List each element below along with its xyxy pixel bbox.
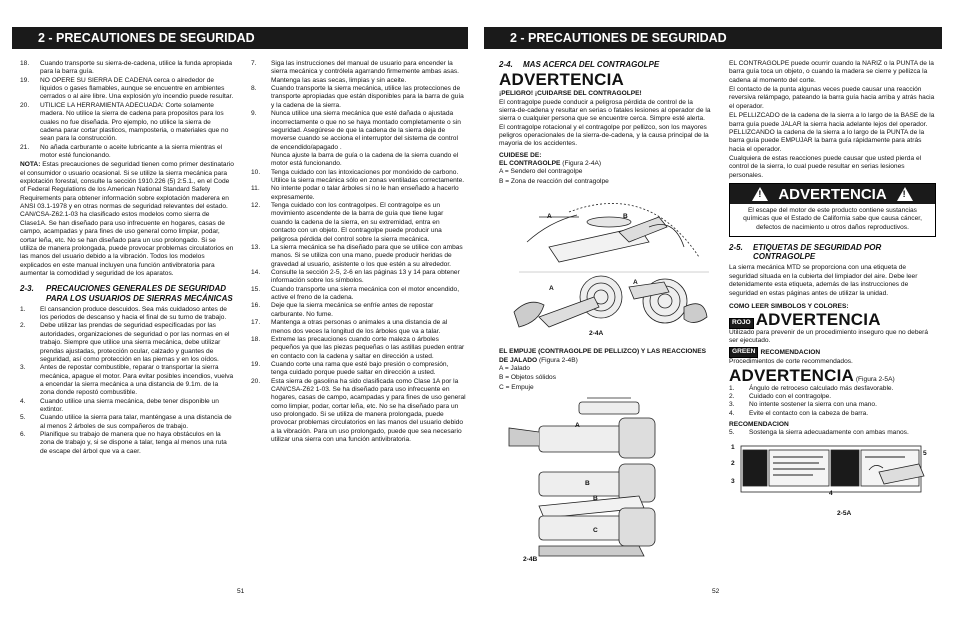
cuidese-label: CUIDESE DE: <box>499 151 542 159</box>
item-text: Cuando transporte una sierra mecánica con el motor encendido, active el freno de la cadena. <box>271 285 460 302</box>
fig-2-4a-label-b: B <box>623 213 628 221</box>
item-number: 21. <box>20 143 30 151</box>
general-precaution-item <box>251 286 466 303</box>
fig-2-5a-num-5: 5 <box>923 449 927 457</box>
item-number: 3. <box>20 364 26 372</box>
general-precaution-item <box>251 169 466 186</box>
page-number-right: 52 <box>712 588 720 595</box>
general-precaution-item <box>251 60 466 85</box>
fig-2-4b-label-b2: B <box>593 494 598 502</box>
recomendacion-heading: RECOMENDACION <box>729 420 789 428</box>
item-text: Tenga cuidado con las intoxicaciones por monóxido de carbono. Utilice la sierra mecánica sólo en zonas ventiladas correctamente. <box>271 168 465 185</box>
item-text: No intente podar o talar árboles si no le han enseñado a hacerlo expresamente. <box>271 185 459 201</box>
item-number: 20. <box>20 101 30 109</box>
fig-2-5a-num-1: 1 <box>731 443 735 451</box>
general-precaution-item <box>251 336 466 361</box>
page-number-left: 51 <box>237 588 245 595</box>
kickback-paragraph: El contacto de la punta algunas veces puede causar una reacción reversiva relámpago, pateando la barra guía hacia arriba y atrás hacia el operador. <box>729 86 935 110</box>
legend-line: A = Jalado <box>499 364 530 372</box>
rojo-tag: ROJO <box>729 318 754 328</box>
right-col-2 <box>729 60 936 522</box>
section-2-4-heading: 2-4. MAS ACERCA DEL CONTRAGOLPE <box>499 60 660 69</box>
general-precaution-item <box>251 85 466 110</box>
warning-triangle-icon: ! <box>752 187 768 201</box>
item-text: Tenga cuidado con los contragolpes. El contragolpe es un movimiento ascendente de la barra de guía que tiene lugar cuando la cadena de la sierra, en su extremidad, entra en contacto con un objeto. El contragolpe puede producir una peligrosa pérdida del control sobre la sierra mecánica. <box>271 202 444 243</box>
fig-2-4b-label-a: A <box>575 421 580 429</box>
advertencia-item <box>729 393 936 401</box>
green-label: RECOMENDACION <box>760 349 821 357</box>
item-number: 11. <box>251 185 260 193</box>
section-2-5-heading: 2-5. ETIQUETAS DE SEGURIDAD POR CONTRAGOLPE <box>729 243 882 262</box>
rojo-advertencia: ADVERTENCIA <box>755 310 881 330</box>
item-text: Extreme las precauciones cuando corte maleza o árboles pequeños ya que las piezas pequeñas o las astillas pueden entrar en contacto con la cadena y saltar en dirección a usted. <box>271 335 465 360</box>
cuidese-subline: EL CONTRAGOLPE (Figura 2-4A) <box>499 160 602 168</box>
fig-2-5a-num-2: 2 <box>731 459 735 467</box>
item-text: No intente sostener la sierra con una mano. <box>749 401 877 409</box>
item-text: Cuando transporte la sierra mecánica, utilice las protecciones de transporte apropiadas que están disponibles para la barra de guía y la cadena de la sierra. <box>271 85 464 109</box>
item-text: Planifique su trabajo de manera que no haya obstáculos en la zona de trabajo y, si se dispone a talar, tenga al menos una ruta de escape del árbol que va a caer. <box>40 431 227 455</box>
right-page-banner: 2 - PRECAUTIONES DE SEGURIDAD <box>484 27 942 49</box>
item-text: NO OPERE SU SIERRA DE CADENA cerca o alrededor de liquidos o gases flamables, aunque se encuentre en ambientes cerrados o al aire libre. Una explosión y/o incendio puede resultar. <box>40 76 234 101</box>
advertencia-item <box>729 401 936 409</box>
item-number: 3. <box>729 401 735 409</box>
warning-triangle-icon: ! <box>897 187 913 201</box>
kickback-illustration <box>499 187 711 342</box>
contragolpe-text: El contragolpe puede conducir a peligrosa pérdida de control de la sierra-de-cadena y resultar en serias o fatales lesiones al operador de la sierra o cualquier persona que se encuentre cerca. Simpre esté alerta. El contragolpe rotacional y el contragolpe por pellizco, son los mayores peligros operacionales de la sierra-de-cadena, y la causa principal de la mayoria de los accidentes. <box>499 98 711 148</box>
item-number: 7. <box>251 60 257 67</box>
figure-2-4a <box>499 187 711 342</box>
item-number: 20. <box>251 377 261 385</box>
fig-2-4a-label-a-left: A <box>549 285 554 293</box>
green-tag: GREEN <box>729 347 758 357</box>
item-number: 5. <box>729 429 735 437</box>
item-text: Cuando transporte su sierra-de-cadena, utilice la funda apropiada para la barra guía. <box>40 60 233 76</box>
green-text: Procedimientos de corte recommendados. <box>729 357 853 365</box>
como-leer-heading: COMO LEER SIMBOLOS Y COLORES: <box>729 302 849 310</box>
safety-label-illustration <box>729 442 936 522</box>
legend-line: B = Objetos sólidos <box>499 374 556 382</box>
item-number: 10. <box>251 168 261 176</box>
general-precaution-item <box>251 244 466 269</box>
advertencia-item <box>729 410 936 418</box>
item-number: 4. <box>20 397 26 405</box>
item-text: UTILICE LA HERRAMIENTA ADECUADA: Corte solamente madera. No utilice la sierra de cadena para propositos para los cuales no fue diseñada. Pro ejemplo, no utilice la sierra de cadena parar cortar plasticos, mamposteria, o materiales que no sean para la construcción. <box>40 101 229 143</box>
section-2-3-heading: 2-3. PRECAUCIONES GENERALES DE SEGURIDAD PARA LOS USUARIOS DE SIERRAS MECÁNICAS <box>20 284 233 303</box>
general-precaution-item <box>251 152 466 169</box>
general-precaution-item <box>20 398 234 415</box>
advertencia-fig-row: ADVERTENCIA (Figura 2-5A) <box>729 366 895 386</box>
item-text: Nunca utilice una sierra mecánica que esté dañada o ajustada incorrectamente o que no se haya montado completamente o sin seguridad. Asegúrese de que la cadena de la sierra deja de moverse cuando se acciona el interruptor del sistema de control de encendido/apagado . <box>271 110 461 151</box>
left-page-banner: 2 - PRECAUTIONES DE SEGURIDAD <box>12 27 468 49</box>
precaution-item <box>20 102 234 144</box>
precaution-item <box>20 60 234 77</box>
item-number: 19. <box>20 76 30 84</box>
warning-box-title: ADVERTENCIA <box>778 185 887 203</box>
left-col-1 <box>20 60 234 456</box>
item-number: 4. <box>729 409 735 417</box>
kickback-paragraph: EL PELLIZCADO de la cadena de la sierra a lo largo de la BASE de la barra guía puede JALAR la sierra hacia adelante lejos del operador. PELLIZCANDO la cadena de la sierra a lo largo de la PUNTA de la barra guía puede EMPUJAR la barra guía rápidamente para atrás hacia el operador. <box>729 112 935 153</box>
item-number: 18. <box>251 335 261 343</box>
figure-2-5a <box>729 442 936 522</box>
item-number <box>251 152 271 169</box>
item-text: Cuando utilice la sierra para talar, manténgase a una distancia de al menos 2 árboles de sus compañeros de trabajo. <box>40 414 232 430</box>
item-text: Antes de repostar combustible, reparar o transportar la sierra mecánica, apague el motor. Para evitar posibles incendios, vuelva a encendar la sierra mecánica a una distancia de 9.1m. de la zona donde repostó combustible. <box>40 364 234 397</box>
fig-2-5a-caption: 2-5A <box>837 509 852 517</box>
item-number: 12. <box>251 202 261 210</box>
item-number: 2. <box>20 322 26 330</box>
california-warning-box <box>729 183 936 237</box>
item-number: 13. <box>251 243 261 251</box>
item-text: Consulte la sección 2-5, 2-6 en las páginas 13 y 14 para obtener información sobre los símbolos. <box>271 268 460 285</box>
item-text: Esta sierra de gasolina ha sido clasificada como Clase 1A por la CAN/CSA-Z62 1-03. Se ha diseñado para uso infrecuente en hogares, casas de campo, acampadas y para fines de uso general como limpiar, podar, cortar leña, etc. No se ha diseñado para un uso prolongado. Si se utiliza de manera prolongada, puede provocar problemas circulatorios en las manos del usuario debido a la vibración. Para un uso prolongado, puede que sea necesario utilizar una sierra con una función antivibratoria. <box>271 377 466 444</box>
item-text: Nunca ajuste la barra de guía o la cadena de la sierra cuando el motor está funcionando. <box>271 151 459 168</box>
advertencia-heading: ADVERTENCIA <box>499 70 624 90</box>
general-precaution-item <box>251 110 466 152</box>
general-precaution-item <box>251 319 466 336</box>
item-text: Ángulo de retroceso calculado más desfavorable. <box>749 384 894 392</box>
general-precaution-item <box>20 364 234 397</box>
precaution-item <box>20 144 234 161</box>
item-number: 9. <box>251 110 257 118</box>
general-precaution-item <box>251 185 466 202</box>
right-col-1 <box>499 60 711 566</box>
warning-box-header <box>730 184 935 204</box>
item-number: 14. <box>251 268 261 276</box>
item-number: 18. <box>20 60 30 67</box>
kickback-paragraph: Cualquiera de estas reacciones puede causar que usted pierda el control de la sierra, lo cual puede resultar en serias lesiones personales. <box>729 154 922 179</box>
item-text: Sostenga la sierra adecuadamente con ambas manos. <box>749 429 909 437</box>
pinch-reaction-illustration <box>499 396 711 566</box>
item-number: 6. <box>20 431 26 439</box>
general-precaution-item <box>251 269 466 286</box>
legend-line: C = Empuje <box>499 383 534 391</box>
rojo-text: Utilizado para prevenir de un procedimiento inseguro que no deberá ser ejecutado. <box>729 328 929 345</box>
kickback-paragraph: EL CONTRAGOLPE puede ocurrir cuando la NARIZ o la PUNTA de la barra guía toca un objeto, o cuando la madera se cierre y pellizca la cadena al momento del corte. <box>729 60 934 84</box>
general-precaution-item <box>251 361 466 378</box>
peligro-line: ¡PELIGRO! ¡CUIDARSE DEL CONTRAGOLPE! <box>499 90 642 98</box>
general-precaution-item <box>251 302 466 319</box>
item-number: 16. <box>251 302 261 310</box>
item-text: Evite el contacto con la cabeza de barra. <box>749 409 869 417</box>
item-text: Cuando corte una rama que esté bajo presión o compresión, tenga cuidado porque puede saltar en dirección a usted. <box>271 360 449 377</box>
item-text: Cuando utilice una sierra mecánica, debe tener disponible un extintor. <box>40 397 219 414</box>
general-precaution-item <box>20 431 234 456</box>
item-text: La sierra mecánica se ha diseñado para que se utilice con ambas manos. Si se utiliza con una mano, puede producir heridas de gravedad al usuario, asistente o los que estén a su alrededor. <box>271 243 463 268</box>
item-number: 15. <box>251 285 261 293</box>
fig-2-4b-label-c: C <box>593 526 598 534</box>
item-number: 5. <box>20 414 26 422</box>
general-precaution-item <box>20 322 234 364</box>
general-precaution-item <box>251 202 466 244</box>
item-number: 1. <box>729 384 735 392</box>
general-precaution-item <box>20 414 234 431</box>
nota-paragraph <box>20 161 234 278</box>
left-col-2 <box>251 60 466 445</box>
item-text: El cansancion produce descuidos. Sea más cuidadoso antes de los periodos de descanso y hacia el final de su turno de trabajo. <box>40 305 227 322</box>
item-number: 17. <box>251 319 261 327</box>
empuje-heading: EL EMPUJE (CONTRAGOLPE DE PELLIZCO) Y LAS REACCIONES DE JALADO (Figura 2-4B) <box>499 348 706 364</box>
fig-2-4a-label-a-top: A <box>547 213 552 221</box>
recomendacion-item <box>729 429 936 437</box>
general-precaution-item <box>20 306 234 323</box>
item-text: Siga las instrucciones del manual de usuario para encender la sierra mecánica y contrólela agarrando firmemente ambas asas. Mantenga las asas secas, limpias y sin aceite. <box>271 60 460 84</box>
general-precaution-item <box>251 378 466 445</box>
nota-text: Estas precauciones de seguridad tienen como primer destinatario el consumidor o usuario ocasional. Si se utilize la sierra mecánica para explotación forestal, consulte la sección 1910.226 (5) 2:5.1., en el Code of Federal Regulations de los American National Standard Safety Requirements para obtener información sobre explotación maderera en ANSI 03.1-1978 y en otras normas de seguridad relevantes del estado. CAN/CSA-Z62.1-03 ha clasificado estos modelos como sierra de Clase1A. Se han diseñado para uso infrecuente en hogares, casas de campo, acampadas y para fines de uso general como limpiar, podar, cortar leña, etc. No se han diseñado para un uso prolongado. Si se utiliza de manera prolongada, puede provocar problemas circulatorios en las manos del usuario debido a la vibración. Todos los modelos explicados en este manual incluyen una función antivibratoria para aumentar la comodidad y seguridad de los aparatos. <box>20 161 234 277</box>
fig-2-5a-num-3: 3 <box>731 477 735 485</box>
rojo-row <box>729 311 936 328</box>
fig-2-4a-caption: 2-4A <box>589 330 604 338</box>
green-row <box>729 347 936 357</box>
warning-box-text: El escape del motor de este producto contiene sustancias químicas que el Estado de California sabe que causa cáncer, defectos de nacimiento u otros daños reproductivos. <box>743 207 922 231</box>
legend-line: A = Sendero del contragolpe <box>499 168 583 176</box>
section-2-5-text: La sierra mecánica MTD se proporciona con una etiqueta de seguridad situada en la cubierta del limpiador del aire. Debe leer detenidamente esta etiqueta, además de las instrucciones de seguridad en estas páginas antes de utilizar la unidad. <box>729 264 918 297</box>
item-text: Debe utilizar las prendas de seguridad especificadas por las autoridades, organizaciones de seguridad o por las normas en el trabajo. Siempre que utilice una sierra mecánica, debe utilizar prendas ajustadas, protección ocular, calzado y guantes de seguridad, así como protección en las piernas y en los oídos. <box>40 322 230 363</box>
fig-2-4a-label-a-right: A <box>633 279 638 287</box>
legend-line: B = Zona de reacción del contragolpe <box>499 177 609 185</box>
item-text: Mantenga a otras personas o animales a una distancia de al menos dos veces la longitud de los árboles que va a talar. <box>271 319 448 335</box>
item-text: No añada carburante o aceite lubricante a la sierra mientras el motor esté funcionando. <box>40 143 223 159</box>
item-number: 8. <box>251 85 257 93</box>
item-number: 1. <box>20 305 26 313</box>
figure-2-4b <box>499 396 711 566</box>
nota-label: NOTA: <box>20 161 41 169</box>
item-number: 19. <box>251 360 261 368</box>
fig-2-4b-caption: 2-4B <box>523 555 538 563</box>
item-number: 2. <box>729 392 735 400</box>
precaution-item <box>20 77 234 102</box>
item-text: Deje que la sierra mecánica se enfríe antes de repostar carburante. No fume. <box>271 302 434 318</box>
fig-2-5a-num-4: 4 <box>829 489 833 497</box>
fig-2-4b-label-b: B <box>585 479 590 487</box>
advertencia-item <box>729 385 936 393</box>
item-text: Cuidado con el contragolpe. <box>749 392 832 400</box>
